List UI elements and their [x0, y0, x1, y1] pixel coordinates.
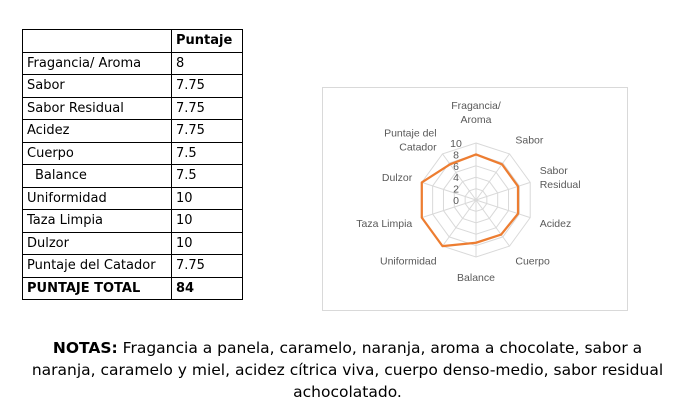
score-table-body	[23, 30, 243, 300]
table-row	[23, 142, 243, 165]
tick-label: 10	[450, 138, 462, 150]
row-value: 7.75	[172, 120, 243, 143]
category-label	[382, 172, 413, 184]
row-value: 7.75	[172, 255, 243, 278]
category-label-line: Fragancia/	[451, 100, 501, 112]
category-label	[540, 218, 572, 230]
category-label	[515, 256, 550, 268]
category-label-line: Aroma	[460, 114, 492, 126]
notes-paragraph	[20, 337, 675, 403]
table-row	[23, 232, 243, 255]
row-label: Balance	[23, 165, 172, 188]
category-label-line: Sabor	[539, 164, 568, 177]
table-row	[23, 120, 243, 143]
row-label: Sabor Residual	[23, 97, 172, 120]
tick-label: 4	[453, 172, 459, 185]
category-label-line: Cuerpo	[515, 255, 550, 268]
header-empty-cell	[23, 30, 172, 53]
category-label	[451, 100, 501, 126]
grid-spoke	[476, 200, 510, 246]
notes-label: NOTAS:	[52, 339, 118, 357]
tick-label: 2	[453, 183, 459, 196]
table-row	[23, 187, 243, 210]
row-label: Uniformidad	[23, 187, 172, 210]
radar-chart-svg	[323, 88, 627, 310]
tick-label: 0	[453, 195, 459, 207]
row-value: 10	[172, 210, 243, 233]
category-label-line: Uniformidad	[380, 255, 437, 268]
row-value: 10	[172, 232, 243, 255]
row-label: Cuerpo	[23, 142, 172, 165]
row-label: Dulzor	[23, 232, 172, 255]
category-label	[540, 165, 581, 191]
row-label: Acidez	[23, 120, 172, 143]
row-label: Fragancia/ Aroma	[23, 52, 172, 75]
table-row	[23, 97, 243, 120]
category-label-line: Dulzor	[381, 171, 413, 184]
category-label	[515, 134, 544, 146]
table-row	[23, 165, 243, 188]
notes-text: Fragancia a panela, caramelo, naranja, aroma a chocolate, sabor a naranja, caramelo y miel, acidez cítrica viva, cuerpo denso-medio, sabor residual achocolatado.	[31, 339, 664, 401]
row-value: 10	[172, 187, 243, 210]
tick-label: 6	[453, 160, 459, 173]
radar-chart	[322, 87, 628, 311]
category-label	[457, 272, 495, 284]
table-row	[23, 75, 243, 98]
category-label-line: Acidez	[539, 218, 572, 231]
row-value: 7.5	[172, 165, 243, 188]
row-label: Sabor	[23, 75, 172, 98]
table-total-row	[23, 277, 243, 300]
header-puntaje-cell: Puntaje	[172, 30, 243, 53]
category-label-line: Taza Limpia	[356, 218, 413, 231]
grid-spoke	[442, 200, 476, 246]
category-label	[356, 218, 412, 230]
row-value: 7.5	[172, 142, 243, 165]
table-row	[23, 52, 243, 75]
table-row	[23, 255, 243, 278]
total-label: PUNTAJE TOTAL	[23, 277, 172, 300]
category-label	[384, 127, 437, 153]
row-value: 7.75	[172, 97, 243, 120]
row-label: Taza Limpia	[23, 210, 172, 233]
grid-spoke	[476, 182, 530, 200]
total-value: 84	[172, 277, 243, 300]
grid-spoke	[422, 200, 476, 218]
table-header-row	[23, 30, 243, 53]
score-table	[22, 29, 243, 300]
category-label-line: Sabor	[515, 134, 544, 147]
row-value: 8	[172, 52, 243, 75]
grid-spoke	[476, 200, 530, 218]
tick-label: 8	[453, 149, 459, 162]
category-label-line: Puntaje del	[384, 127, 437, 140]
grid-spoke	[422, 182, 476, 200]
category-label-line: Residual	[539, 178, 581, 191]
category-label	[380, 256, 437, 268]
row-label: Puntaje del Catador	[23, 255, 172, 278]
table-row	[23, 210, 243, 233]
category-label-line: Catador	[399, 141, 437, 154]
category-label-line: Balance	[457, 272, 495, 284]
row-value: 7.75	[172, 75, 243, 98]
